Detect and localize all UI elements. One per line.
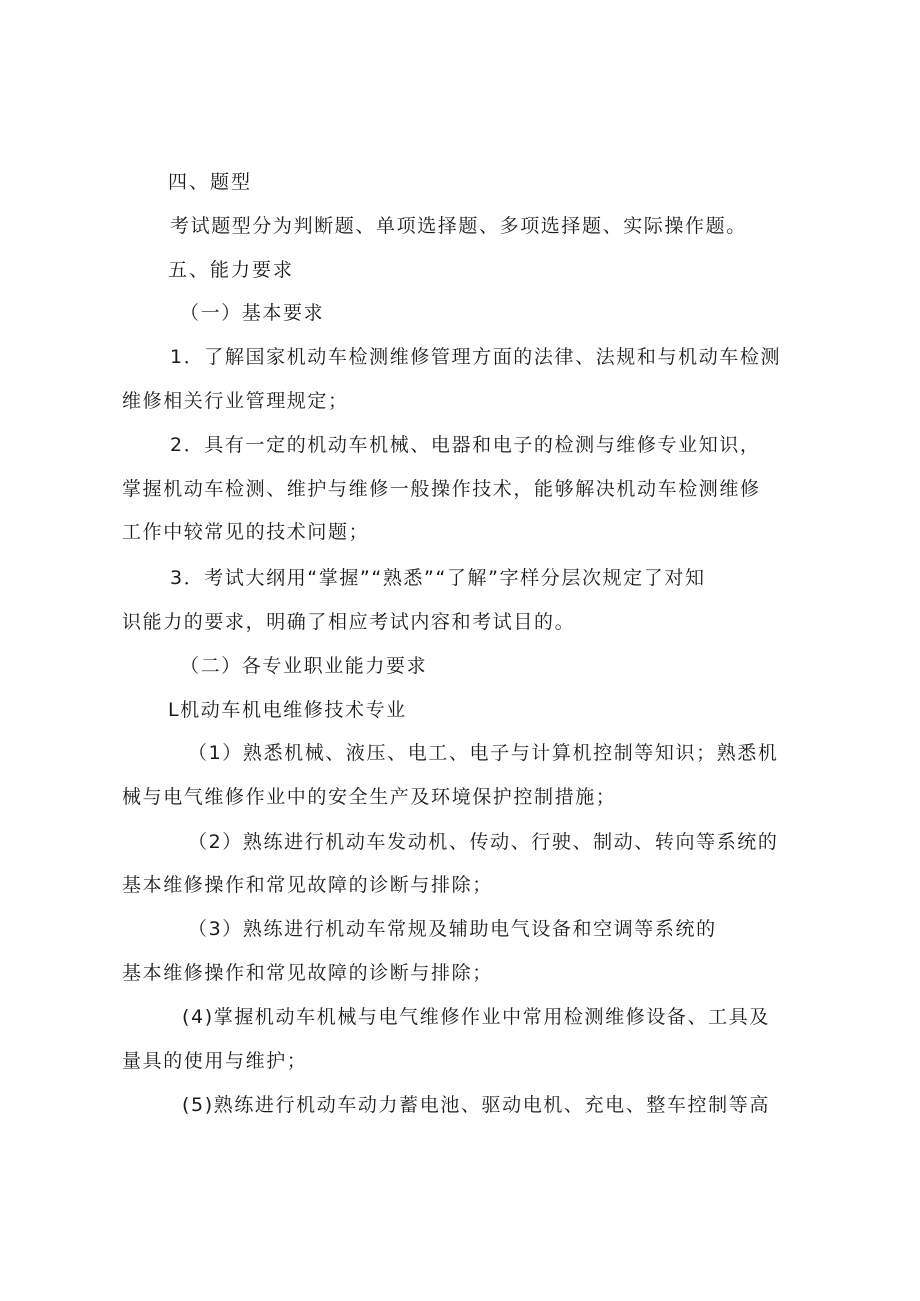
basic-item-2-line-1: 2．具有一定的机动车机械、电器和电子的检测与维修专业知识， bbox=[170, 434, 761, 456]
major-1-item-3-line-1: （3）熟练进行机动车常规及辅助电气设备和空调等系统的 bbox=[188, 918, 717, 940]
basic-item-1-line-1: 1．了解国家机动车检测维修管理方面的法律、法规和与机动车检测 bbox=[170, 346, 782, 368]
major-1-item-4-line-1: (4)掌握机动车机械与电气维修作业中常用检测维修设备、工具及 bbox=[182, 1006, 770, 1028]
basic-item-3-line-1: 3．考试大纲用“掌握”“熟悉”“了解”字样分层次规定了对知 bbox=[170, 567, 706, 589]
section-5-heading: 五、能力要求 bbox=[168, 259, 295, 281]
basic-item-1-line-2: 维修相关行业管理规定； bbox=[122, 390, 349, 412]
major-1-item-3-line-2: 基本维修操作和常见故障的诊断与排除； bbox=[122, 962, 493, 984]
major-1-item-1-line-1: （1）熟悉机械、液压、电工、电子与计算机控制等知识；熟悉机 bbox=[188, 742, 779, 764]
major-1-item-2-line-2: 基本维修操作和常见故障的诊断与排除； bbox=[122, 874, 493, 896]
major-1-item-1-line-2: 械与电气维修作业中的安全生产及环境保护控制措施； bbox=[122, 786, 617, 808]
major-1-title: L机动车机电维修技术专业 bbox=[168, 699, 407, 721]
section-4-heading: 四、题型 bbox=[168, 171, 253, 193]
major-1-item-4-line-2: 量具的使用与维护； bbox=[122, 1050, 308, 1072]
section-4-body: 考试题型分为判断题、单项选择题、多项选择题、实际操作题。 bbox=[170, 215, 747, 237]
major-1-item-2-line-1: （2）熟练进行机动车发动机、传动、行驶、制动、转向等系统的 bbox=[188, 831, 779, 853]
basic-item-3-line-2: 识能力的要求，明确了相应考试内容和考试目的。 bbox=[122, 611, 576, 633]
basic-requirements-heading: （一）基本要求 bbox=[180, 302, 325, 324]
basic-item-2-line-3: 工作中较常见的技术问题； bbox=[122, 521, 370, 543]
professional-requirements-heading: （二）各专业职业能力要求 bbox=[180, 655, 428, 677]
major-1-item-5-line-1: (5)熟练进行机动车动力蓄电池、驱动电机、充电、整车控制等高 bbox=[182, 1094, 770, 1116]
basic-item-2-line-2: 掌握机动车检测、维护与维修一般操作技术，能够解决机动车检测维修 bbox=[122, 478, 761, 500]
